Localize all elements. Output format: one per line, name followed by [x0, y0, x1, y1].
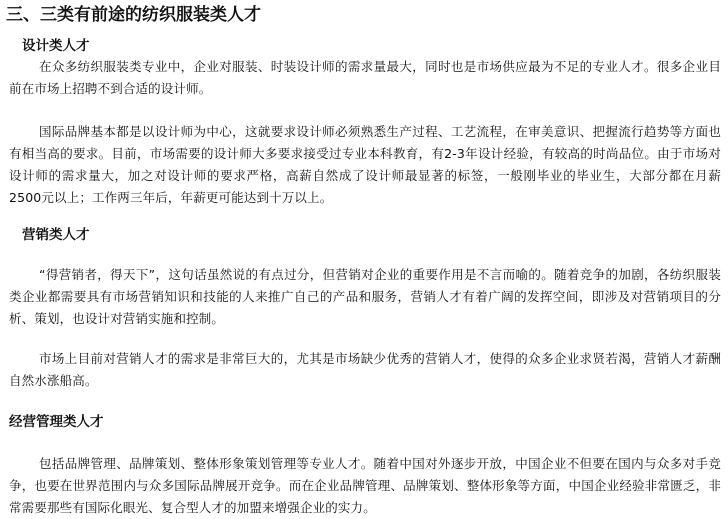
- paragraph-design-1: 在众多纺织服装类专业中，企业对服装、时装设计师的需求量最大，同时也是市场供应最为不足的专业人才。很多企业目前在市场上招聘不到合适的设计师。: [9, 59, 721, 96]
- article-heading: 三、三类有前途的纺织服装类人才: [6, 5, 261, 25]
- paragraph-marketing-2: 市场上目前对营销人才的需求是非常巨大的，尤其是市场缺少优秀的营销人才，使得的众多企业求贤若渴，营销人才薪酬自然水涨船高。: [9, 351, 721, 388]
- paragraph-marketing-1: “得营销者，得天下”，这句话虽然说的有点过分，但营销对企业的重要作用是不言而喻的。随着竞争的加剧，各纺织服装类企业都需要具有市场营销知识和技能的人来推广自己的产品和服务，营销人才有着广阔的发挥空间，即涉及对营销项目的分析、策划，也设计对营销实施和控制。: [9, 267, 721, 326]
- section-title-marketing: 营销类人才: [22, 227, 90, 243]
- paragraph-management-1: 包括品牌管理、品牌策划、整体形象策划管理等专业人才。随着中国对外逐步开放，中国企业不但要在国内与众多对手竞争，也要在世界范围内与众多国际品牌展开竞争。而在企业品牌管理、品牌策划、整体形象等方面，中国企业经验非常匮乏，非常需要那些有国际化眼光、复合型人才的加盟来增强企业的实力。: [9, 456, 721, 515]
- section-title-design: 设计类人才: [22, 38, 90, 54]
- section-title-management: 经营管理类人才: [9, 414, 104, 430]
- paragraph-design-2: 国际品牌基本都是以设计师为中心，这就要求设计师必须熟悉生产过程、工艺流程，在审美意识、把握流行趋势等方面也有相当高的要求。目前，市场需要的设计师大多要求接受过专业本科教育，有2-3年设计经验，有较高的时尚品位。由于市场对设计师的需求量大，加之对设计师的要求严格，高薪自然成了设计师最显著的标签，一般刚毕业的毕业生，大部分都在月薪2500元以上；工作两三年后，年薪更可能达到十万以上。: [9, 124, 721, 205]
